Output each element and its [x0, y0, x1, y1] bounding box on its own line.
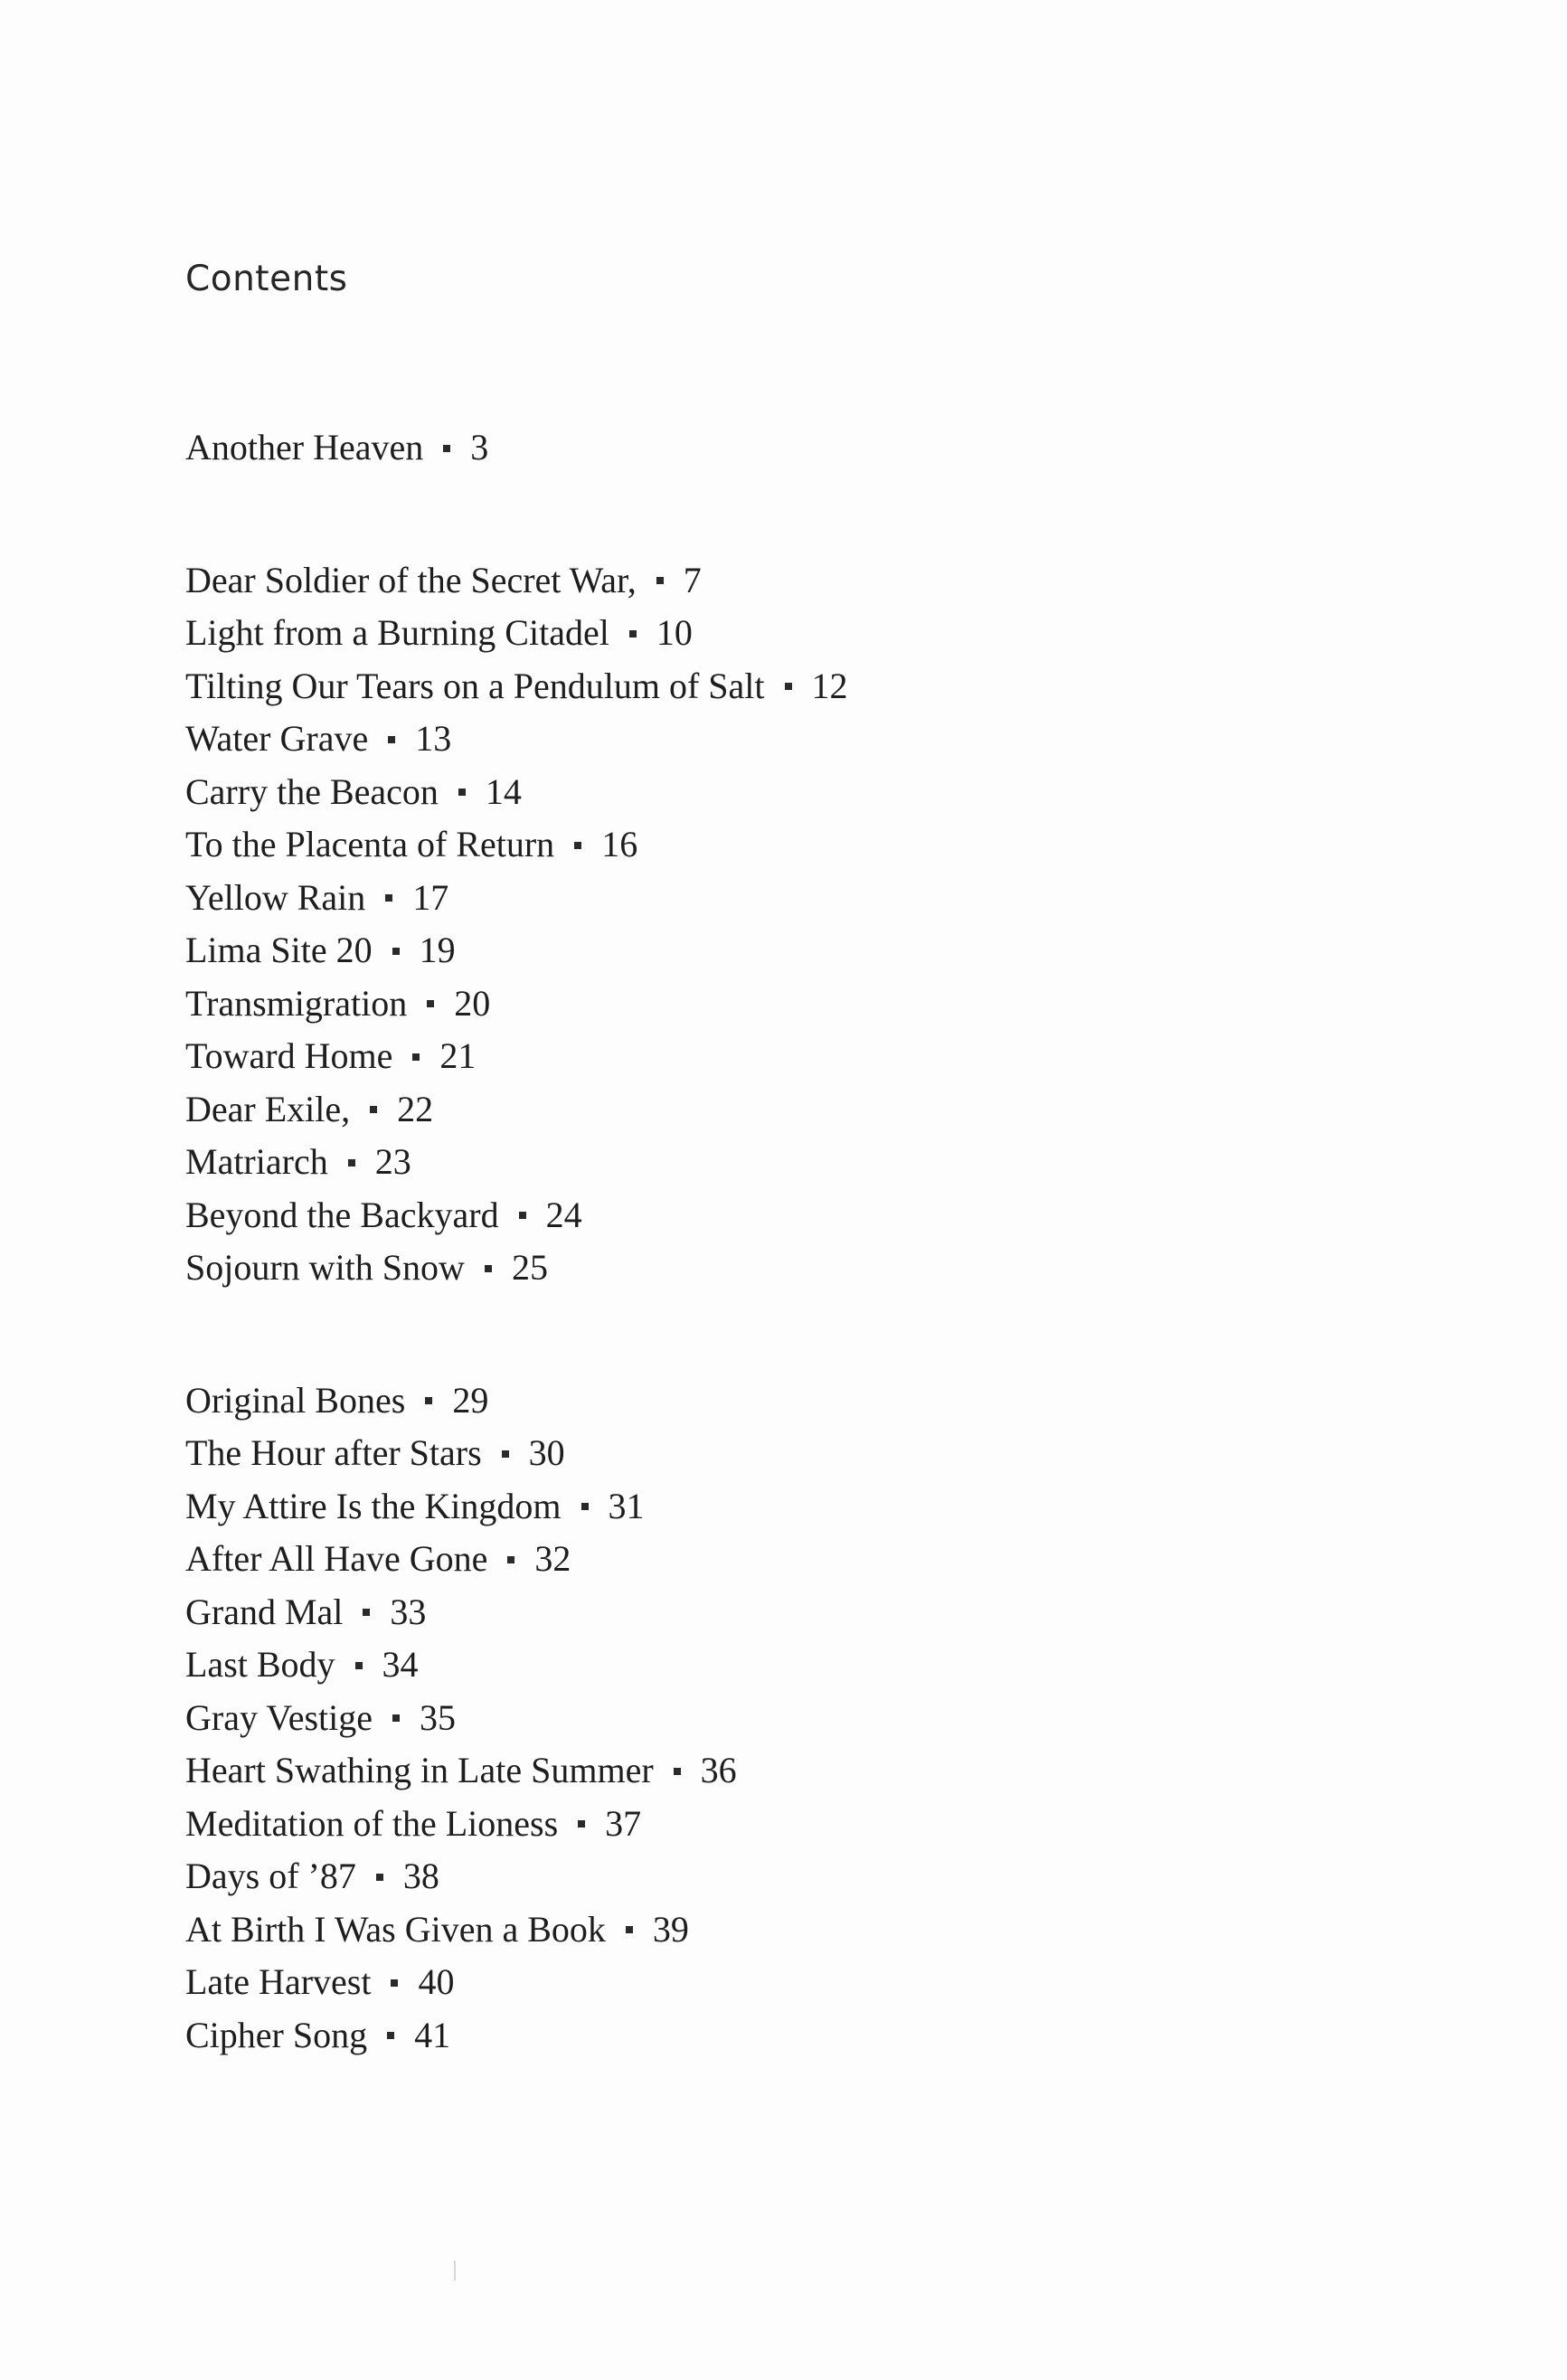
- bullet-separator-icon: [458, 789, 466, 796]
- bullet-separator-icon: [502, 1450, 509, 1458]
- bullet-separator-icon: [355, 1662, 363, 1669]
- entry-title: Beyond the Backyard: [185, 1194, 499, 1235]
- toc-entry: [185, 607, 1361, 660]
- entry-title: Water Grave: [185, 718, 369, 759]
- entry-page-number: 32: [534, 1538, 571, 1579]
- entry-title: Late Harvest: [185, 1961, 372, 2002]
- bullet-separator-icon: [412, 1053, 420, 1061]
- toc-entry: [185, 1798, 1361, 1851]
- entry-page-number: 38: [402, 1856, 439, 1896]
- entry-title: Yellow Rain: [185, 876, 366, 918]
- toc-entry: [185, 554, 1361, 608]
- entry-title: The Hour after Stars: [185, 1432, 482, 1473]
- toc-entry: [185, 978, 1361, 1031]
- bullet-separator-icon: [629, 630, 637, 638]
- entry-page-number: 35: [420, 1696, 456, 1738]
- entry-page-number: 23: [374, 1141, 411, 1182]
- toc-entry: [185, 1374, 1361, 1428]
- entry-page-number: 37: [605, 1802, 642, 1844]
- page-title: Contents: [185, 259, 348, 299]
- entry-page-number: 39: [652, 1908, 689, 1950]
- toc-entry: [185, 1030, 1361, 1083]
- toc-entry: [185, 1586, 1361, 1639]
- entry-page-number: 22: [397, 1088, 434, 1129]
- entry-title: Heart Swathing in Late Summer: [185, 1750, 654, 1790]
- toc-entry: [185, 1692, 1361, 1745]
- entry-title: Light from a Burning Citadel: [185, 612, 609, 653]
- bullet-separator-icon: [674, 1768, 681, 1775]
- bullet-separator-icon: [578, 1820, 585, 1828]
- entry-title: Toward Home: [185, 1035, 393, 1076]
- bullet-separator-icon: [507, 1556, 514, 1563]
- toc-entry: [185, 1427, 1361, 1480]
- entry-page-number: 12: [811, 665, 848, 706]
- entry-page-number: 31: [608, 1485, 645, 1526]
- bullet-separator-icon: [574, 842, 581, 849]
- entry-page-number: 7: [683, 559, 702, 600]
- bullet-separator-icon: [425, 1397, 432, 1404]
- entry-title: Lima Site 20: [185, 930, 373, 970]
- bullet-separator-icon: [376, 1874, 383, 1881]
- table-of-contents: [185, 421, 1361, 2141]
- toc-entry: [185, 1639, 1361, 1692]
- entry-page-number: 14: [485, 770, 522, 812]
- entry-title: My Attire Is the Kingdom: [185, 1485, 562, 1526]
- toc-entry: [185, 713, 1361, 766]
- entry-title: Dear Exile,: [185, 1088, 351, 1129]
- bullet-separator-icon: [443, 445, 450, 452]
- entry-page-number: 33: [390, 1591, 427, 1632]
- bullet-separator-icon: [485, 1265, 492, 1272]
- toc-entry: [185, 1083, 1361, 1137]
- toc-entry: [185, 818, 1361, 872]
- bullet-separator-icon: [391, 1979, 398, 1987]
- toc-entry: [185, 766, 1361, 819]
- toc-entry: [185, 1189, 1361, 1242]
- entry-title: Original Bones: [185, 1379, 406, 1421]
- entry-page-number: 20: [454, 982, 491, 1024]
- toc-entry: [185, 1242, 1361, 1295]
- entry-title: Carry the Beacon: [185, 770, 439, 812]
- entry-page-number: 3: [470, 427, 489, 468]
- entry-title: Cipher Song: [185, 2014, 368, 2055]
- entry-title: Last Body: [185, 1644, 335, 1685]
- entry-title: After All Have Gone: [185, 1538, 488, 1579]
- bullet-separator-icon: [392, 948, 400, 955]
- bullet-separator-icon: [370, 1106, 377, 1113]
- entry-page-number: 19: [419, 930, 456, 970]
- entry-page-number: 34: [382, 1644, 419, 1685]
- bullet-separator-icon: [392, 1714, 400, 1722]
- entry-page-number: 40: [418, 1961, 455, 2002]
- page-scan-mark: [454, 2261, 456, 2281]
- entry-title: Gray Vestige: [185, 1696, 373, 1738]
- bullet-separator-icon: [363, 1609, 370, 1616]
- entry-title: Transmigration: [185, 982, 408, 1024]
- toc-section: [185, 554, 1361, 1295]
- entry-page-number: 36: [700, 1750, 737, 1790]
- entry-page-number: 25: [511, 1247, 548, 1288]
- entry-title: Another Heaven: [185, 427, 424, 468]
- toc-section: [185, 421, 1361, 475]
- toc-entry: [185, 1136, 1361, 1189]
- entry-title: Tilting Our Tears on a Pendulum of Salt: [185, 665, 765, 706]
- entry-page-number: 13: [415, 718, 452, 759]
- entry-title: Meditation of the Lioness: [185, 1802, 559, 1844]
- entry-page-number: 29: [452, 1379, 489, 1421]
- toc-entry: [185, 1480, 1361, 1534]
- toc-entry: [185, 1744, 1361, 1798]
- entry-title: Days of ’87: [185, 1856, 356, 1896]
- bullet-separator-icon: [388, 736, 395, 743]
- bullet-separator-icon: [581, 1503, 589, 1510]
- bullet-separator-icon: [387, 2032, 394, 2039]
- toc-entry: [185, 2009, 1361, 2063]
- entry-title: Matriarch: [185, 1141, 328, 1182]
- toc-section: [185, 1374, 1361, 2063]
- bullet-separator-icon: [656, 577, 664, 584]
- bullet-separator-icon: [519, 1212, 526, 1219]
- toc-entry: [185, 1903, 1361, 1957]
- entry-page-number: 41: [414, 2014, 451, 2055]
- bullet-separator-icon: [427, 1000, 434, 1007]
- entry-title: Dear Soldier of the Secret War,: [185, 559, 637, 600]
- entry-title: Grand Mal: [185, 1591, 344, 1632]
- entry-page-number: 17: [412, 876, 449, 918]
- toc-entry: [185, 1850, 1361, 1903]
- entry-title: Sojourn with Snow: [185, 1247, 465, 1288]
- entry-title: To the Placenta of Return: [185, 824, 555, 864]
- entry-page-number: 30: [528, 1432, 565, 1473]
- toc-entry: [185, 1533, 1361, 1586]
- bullet-separator-icon: [348, 1159, 355, 1166]
- bullet-separator-icon: [626, 1926, 633, 1933]
- entry-page-number: 21: [439, 1035, 477, 1076]
- entry-page-number: 10: [656, 612, 693, 653]
- entry-page-number: 24: [545, 1194, 582, 1235]
- toc-entry: [185, 1956, 1361, 2009]
- entry-title: At Birth I Was Given a Book: [185, 1908, 606, 1950]
- bullet-separator-icon: [785, 683, 792, 690]
- toc-entry: [185, 924, 1361, 978]
- toc-entry: [185, 421, 1361, 475]
- toc-entry: [185, 660, 1361, 713]
- bullet-separator-icon: [385, 894, 392, 902]
- toc-entry: [185, 872, 1361, 925]
- entry-page-number: 16: [601, 824, 638, 864]
